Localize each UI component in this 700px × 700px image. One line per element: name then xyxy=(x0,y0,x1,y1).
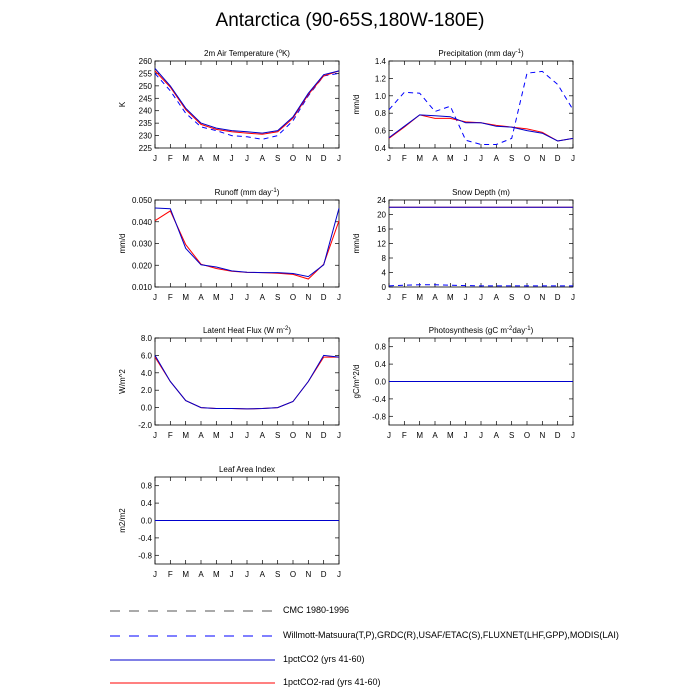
x-tick-label: O xyxy=(289,570,297,579)
title-text: ) xyxy=(530,326,534,335)
x-tick-label: J xyxy=(571,431,575,440)
title-text: day xyxy=(512,326,526,335)
y-tick-label: 245 xyxy=(138,94,152,104)
x-tick-label: J xyxy=(479,431,483,440)
y-tick-label: 250 xyxy=(138,81,152,91)
x-tick-label: D xyxy=(554,431,561,440)
chart-panel-7 xyxy=(118,465,341,579)
x-tick-label: J xyxy=(337,154,341,163)
panel-title xyxy=(429,326,534,335)
x-tick-label: J xyxy=(571,293,575,302)
y-tick-label: 0.010 xyxy=(131,283,152,292)
x-tick-label: N xyxy=(539,154,546,163)
y-tick-label: -0.4 xyxy=(372,394,386,404)
y-tick-label: -0.8 xyxy=(372,412,386,422)
y-axis-label: gC/m^2/d xyxy=(352,364,361,399)
x-tick-label: A xyxy=(493,154,500,163)
x-tick-label: N xyxy=(305,570,312,579)
x-tick-label: O xyxy=(523,431,531,440)
legend-label-cmc: CMC 1980-1996 xyxy=(283,605,350,615)
x-tick-label: F xyxy=(401,431,407,440)
y-tick-label: -0.8 xyxy=(138,551,152,561)
x-tick-label: M xyxy=(446,431,454,440)
x-tick-label: M xyxy=(212,154,220,163)
y-axis-label: mm/d xyxy=(352,94,361,115)
plot-frame xyxy=(389,200,573,287)
x-tick-label: O xyxy=(523,293,531,302)
x-tick-label: M xyxy=(212,570,220,579)
x-tick-label: S xyxy=(274,431,281,440)
y-tick-label: 1.0 xyxy=(374,91,386,101)
x-tick-label: M xyxy=(416,154,424,163)
x-tick-label: A xyxy=(493,431,500,440)
x-tick-label: J xyxy=(387,154,391,163)
title-superscript: -2 xyxy=(283,326,289,332)
panel-title xyxy=(203,326,291,335)
x-tick-label: O xyxy=(523,154,531,163)
x-tick-label: N xyxy=(539,293,546,302)
legend-label-1pctco2-rad: 1pctCO2-rad (yrs 41-60) xyxy=(283,677,381,687)
y-tick-label: 0.8 xyxy=(374,109,386,119)
title-text: Runoff (mm day xyxy=(214,188,272,197)
x-tick-label: D xyxy=(554,154,561,163)
y-tick-label: 255 xyxy=(138,69,152,79)
x-tick-label: S xyxy=(508,431,515,440)
y-tick-label: 6.0 xyxy=(140,351,152,361)
x-tick-label: M xyxy=(182,431,190,440)
title-text: Snow Depth (m) xyxy=(452,188,510,197)
title-text: Photosynthesis (gC m xyxy=(428,326,507,335)
y-tick-label: 2.0 xyxy=(140,386,152,396)
title-text: 2m Air Temperature ( xyxy=(204,49,279,58)
y-tick-label: 0.0 xyxy=(140,516,152,526)
x-tick-label: M xyxy=(416,431,424,440)
x-tick-label: J xyxy=(229,154,234,163)
x-tick-label: N xyxy=(305,154,312,163)
x-tick-label: A xyxy=(432,154,438,163)
title-text: ) xyxy=(276,188,280,197)
x-tick-label: S xyxy=(274,570,281,579)
x-tick-label: J xyxy=(387,431,391,440)
chart-panel-6 xyxy=(352,326,575,440)
x-tick-label: D xyxy=(320,570,327,579)
y-tick-label: 0.6 xyxy=(374,126,386,136)
y-tick-label: 0.0 xyxy=(374,377,386,387)
title-superscript: -1 xyxy=(515,49,522,55)
title-text: ) xyxy=(288,326,292,335)
x-tick-label: F xyxy=(167,570,173,579)
title-superscript: -1 xyxy=(271,188,277,194)
x-tick-label: J xyxy=(153,431,157,440)
y-tick-label: 0.4 xyxy=(140,499,152,509)
x-tick-label: S xyxy=(274,154,281,163)
x-tick-label: A xyxy=(198,293,204,302)
x-tick-label: A xyxy=(259,154,266,163)
chart-panel-2 xyxy=(352,49,575,163)
series-line-pctco2 xyxy=(155,69,339,134)
panel-title xyxy=(452,188,510,197)
x-tick-label: J xyxy=(153,293,157,302)
x-tick-label: D xyxy=(320,431,327,440)
y-tick-label: 0.4 xyxy=(374,360,386,370)
x-tick-label: A xyxy=(259,570,266,579)
y-tick-label: 225 xyxy=(138,144,152,153)
x-tick-label: J xyxy=(337,570,341,579)
x-tick-label: J xyxy=(245,293,249,302)
y-axis-label: mm/d xyxy=(352,233,361,254)
page-title: Antarctica (90-65S,180W-180E) xyxy=(215,10,485,31)
series-line-pctco2 xyxy=(155,208,339,277)
x-tick-label: J xyxy=(229,293,234,302)
y-axis-label: K xyxy=(118,101,127,108)
y-tick-label: 4 xyxy=(381,268,386,278)
plot-frame xyxy=(155,338,339,425)
series-line-pctco2rad xyxy=(389,115,573,141)
y-tick-label: 1.2 xyxy=(374,74,386,84)
title-superscript: o xyxy=(278,49,282,55)
panel-title xyxy=(204,49,290,58)
x-tick-label: J xyxy=(463,293,468,302)
x-tick-label: M xyxy=(446,293,454,302)
title-text: Precipitation (mm day xyxy=(438,49,516,58)
title-superscript: -1 xyxy=(525,326,531,332)
x-tick-label: J xyxy=(463,431,468,440)
legend-label-1pctco2: 1pctCO2 (yrs 41-60) xyxy=(283,654,365,664)
panel-title xyxy=(438,49,524,58)
y-axis-label: W/m^2 xyxy=(118,369,127,394)
x-tick-label: A xyxy=(493,293,500,302)
series-line-pctco2 xyxy=(389,115,573,141)
y-tick-label: 0.030 xyxy=(131,239,152,249)
series-line-willmott xyxy=(155,73,339,139)
panel-title xyxy=(215,188,280,197)
x-tick-label: F xyxy=(167,431,173,440)
x-tick-label: J xyxy=(479,293,483,302)
title-text: Latent Heat Flux (W m xyxy=(202,326,284,335)
y-axis-label: m2/m2 xyxy=(118,508,127,533)
y-tick-label: 0.0 xyxy=(140,403,152,413)
y-tick-label: 0 xyxy=(381,283,386,292)
y-tick-label: 0.040 xyxy=(131,217,152,227)
x-tick-label: A xyxy=(432,293,438,302)
legend-label-willmott: Willmott-Matsuura(T,P),GRDC(R),USAF/ETAC(S),FLUXNET(LHF,GPP),MODIS(LAI) xyxy=(283,630,619,640)
x-tick-label: A xyxy=(198,431,204,440)
y-tick-label: 20 xyxy=(377,210,386,220)
y-tick-label: -2.0 xyxy=(138,421,152,430)
x-tick-label: M xyxy=(182,570,190,579)
y-tick-label: 260 xyxy=(138,57,152,66)
y-tick-label: 1.4 xyxy=(374,57,386,66)
y-tick-label: 24 xyxy=(377,196,386,205)
y-tick-label: 0.4 xyxy=(374,144,386,153)
y-tick-label: 8.0 xyxy=(140,334,152,343)
x-tick-label: O xyxy=(289,154,297,163)
x-tick-label: N xyxy=(305,293,312,302)
x-tick-label: A xyxy=(432,431,438,440)
x-tick-label: S xyxy=(508,293,515,302)
x-tick-label: A xyxy=(259,431,266,440)
x-tick-label: A xyxy=(198,154,204,163)
y-axis-label: mm/d xyxy=(118,233,127,254)
x-tick-label: J xyxy=(463,154,468,163)
x-tick-label: M xyxy=(212,431,220,440)
x-tick-label: M xyxy=(182,154,190,163)
series-line-pctco2rad xyxy=(155,211,339,279)
y-tick-label: 12 xyxy=(377,239,386,249)
x-tick-label: J xyxy=(245,154,249,163)
chart-panel-4 xyxy=(352,188,575,302)
x-tick-label: J xyxy=(337,431,341,440)
x-tick-label: S xyxy=(508,154,515,163)
panel-title xyxy=(219,465,275,474)
y-tick-label: 235 xyxy=(138,119,152,129)
y-tick-label: -0.4 xyxy=(138,533,152,543)
y-tick-label: 0.8 xyxy=(140,481,152,491)
x-tick-label: J xyxy=(245,570,249,579)
x-tick-label: M xyxy=(416,293,424,302)
x-tick-label: F xyxy=(401,293,407,302)
y-tick-label: 0.020 xyxy=(131,261,152,271)
y-tick-label: 8 xyxy=(381,254,386,263)
series-line-pctco2 xyxy=(155,355,339,409)
x-tick-label: J xyxy=(153,570,157,579)
x-tick-label: N xyxy=(539,431,546,440)
series-line-pctco2rad xyxy=(155,71,339,134)
x-tick-label: M xyxy=(182,293,190,302)
x-tick-label: F xyxy=(167,154,173,163)
y-tick-label: 240 xyxy=(138,106,152,116)
x-tick-label: O xyxy=(289,431,297,440)
y-tick-label: 0.8 xyxy=(374,342,386,352)
y-tick-label: 4.0 xyxy=(140,368,152,378)
x-tick-label: D xyxy=(554,293,561,302)
y-tick-label: 16 xyxy=(377,225,386,234)
x-tick-label: J xyxy=(571,154,575,163)
x-tick-label: D xyxy=(320,293,327,302)
x-tick-label: J xyxy=(337,293,341,302)
title-text: ) xyxy=(521,49,524,58)
y-tick-label: 0.050 xyxy=(131,196,152,205)
chart-panel-1 xyxy=(118,49,341,163)
x-tick-label: J xyxy=(229,431,234,440)
chart-panel-3 xyxy=(118,188,341,302)
x-tick-label: J xyxy=(479,154,483,163)
chart-panel-5 xyxy=(118,326,341,440)
title-text: Leaf Area Index xyxy=(218,465,276,474)
series-line-pctco2rad xyxy=(155,357,339,409)
title-text: K) xyxy=(281,49,290,58)
x-tick-label: F xyxy=(167,293,173,302)
title-superscript: -2 xyxy=(507,326,513,332)
x-tick-label: D xyxy=(320,154,327,163)
x-tick-label: J xyxy=(387,293,391,302)
x-tick-label: N xyxy=(305,431,312,440)
x-tick-label: M xyxy=(212,293,220,302)
x-tick-label: A xyxy=(259,293,266,302)
x-tick-label: A xyxy=(198,570,204,579)
x-tick-label: J xyxy=(245,431,249,440)
x-tick-label: M xyxy=(446,154,454,163)
x-tick-label: J xyxy=(229,570,234,579)
x-tick-label: S xyxy=(274,293,281,302)
x-tick-label: O xyxy=(289,293,297,302)
x-tick-label: J xyxy=(153,154,157,163)
y-tick-label: 230 xyxy=(138,131,152,141)
x-tick-label: F xyxy=(401,154,407,163)
